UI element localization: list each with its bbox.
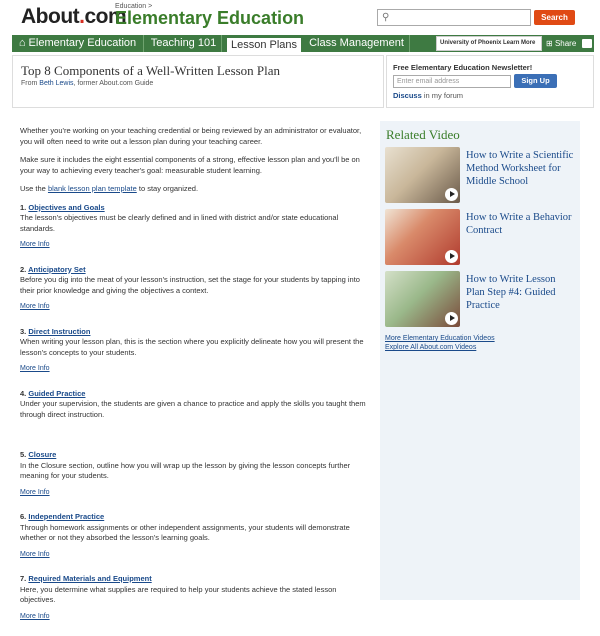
signup-button[interactable]: Sign Up: [514, 74, 557, 88]
video-title[interactable]: How to Write Lesson Plan Step #4: Guided Practice: [466, 274, 556, 311]
step-link[interactable]: Objectives and Goals: [28, 202, 105, 212]
template-link[interactable]: blank lesson plan template: [47, 184, 137, 193]
search-input[interactable]: [377, 9, 531, 26]
search-icon: ⚲: [382, 12, 390, 23]
video-item[interactable]: [384, 209, 576, 267]
step-link[interactable]: Direct Instruction: [28, 326, 91, 336]
breadcrumb[interactable]: Education >: [115, 3, 153, 10]
printer-icon[interactable]: [582, 39, 592, 48]
play-icon: [445, 312, 458, 325]
step-text: The lesson's objectives must be clearly defined and in lined with district and/or state educational standards.: [20, 213, 339, 233]
more-info-link[interactable]: More Info: [20, 303, 50, 310]
more-videos-link[interactable]: More Elementary Education Videos: [385, 335, 495, 342]
newsletter-title: Free Elementary Education Newsletter!: [393, 63, 533, 72]
step-text: Before you dig into the meat of your lesson's instruction, set the stage for your students by tapping into their prior knowledge and giving the objectives a context.: [20, 275, 360, 295]
more-info-link[interactable]: More Info: [20, 365, 50, 372]
step-item: 7. Required Materials and Equipment Here, you determine what supplies are required to help your students achieve the stated lesson objectives. More Info: [20, 574, 372, 622]
step-text: In the Closure section, outline how you will wrap up the lesson by giving the lesson concepts further meaning for your students.: [20, 460, 351, 480]
step-text: Through homework assignments or other independent assignments, your students will demonstrate whether or not they absorbed the lesson's learning goals.: [20, 522, 350, 542]
step-text: Under your supervision, the students are given a chance to practice and apply the skills you taught them through direct instruction.: [20, 399, 366, 419]
site-title[interactable]: Elementary Education: [115, 8, 305, 28]
article-title: Top 8 Components of a Well-Written Lesson Plan: [21, 63, 281, 78]
discuss-line: Discuss in my forum: [393, 91, 464, 100]
related-video-title: Related Video: [386, 127, 460, 142]
article-header: [12, 55, 384, 108]
home-icon: ⌂: [18, 37, 26, 49]
step-item: 1. Objectives and Goals The lesson's objectives must be clearly defined and in lined with district and/or state educational standards. More Info: [20, 203, 372, 251]
step-text: When writing your lesson plan, this is the section where you explicitly delineate how you will present the lesson's concepts to your students.: [20, 337, 364, 357]
step-link[interactable]: Closure: [28, 450, 57, 459]
tab-class-management[interactable]: Class Management: [304, 35, 410, 52]
main-nav: [12, 35, 594, 52]
intro-paragraph: Whether you're working on your teaching credential or being reviewed by an administrator or evaluator, you will often need to write out a lesson plan during your teaching career.: [20, 126, 362, 146]
video-thumbnail[interactable]: [385, 147, 460, 203]
video-thumbnail[interactable]: [385, 209, 460, 265]
more-info-link[interactable]: More Info: [20, 612, 50, 620]
tab-lesson-plans[interactable]: Lesson Plans: [226, 37, 302, 52]
step-link[interactable]: Independent Practice: [28, 512, 105, 521]
step-item: 4. Guided Practice Under your supervision, the students are given a chance to practice and apply the skills you taught them through direct instruction.: [20, 389, 372, 421]
nav-ad[interactable]: University of Phoenix Learn More: [436, 36, 542, 51]
discuss-link[interactable]: Discuss: [393, 91, 422, 100]
video-item[interactable]: [384, 271, 576, 329]
intro-paragraph: Use the blank lesson plan template to stay organized.: [20, 184, 199, 193]
step-item: 2. Anticipatory Set Before you dig into the meat of your lesson's instruction, set the stage for your students by tapping into their prior knowledge and giving the objectives a context. More Info: [20, 265, 372, 313]
step-link[interactable]: Anticipatory Set: [28, 264, 86, 274]
video-title[interactable]: How to Write a Behavior Contract: [466, 212, 572, 236]
play-icon: [445, 250, 458, 263]
step-link[interactable]: Guided Practice: [28, 388, 86, 398]
intro-paragraph: Make sure it includes the eight essential components of a strong, effective lesson plan and you'll be on your way to achieving every teacher's goal: measurable student learning.: [20, 155, 360, 175]
video-title[interactable]: How to Write a Scientific Method Worksheet for Middle School: [466, 150, 574, 187]
video-thumbnail[interactable]: [385, 271, 460, 327]
about-logo[interactable]: About.com: [21, 5, 127, 28]
search-button[interactable]: Search: [534, 10, 575, 25]
step-item: 5. Closure In the Closure section, outline how you will wrap up the lesson by giving the lesson concepts further meaning for your students. More Info: [20, 450, 372, 498]
more-info-link[interactable]: More Info: [20, 488, 50, 496]
author-link[interactable]: Beth Lewis: [39, 80, 74, 87]
newsletter-box: [386, 55, 594, 108]
more-info-link[interactable]: More Info: [20, 241, 50, 248]
step-item: 3. Direct Instruction When writing your lesson plan, this is the section where you explicitly delineate how you will present the lesson's concepts to your students. More Info: [20, 327, 372, 375]
tab-elementary-education[interactable]: ⌂ Elementary Education: [12, 35, 144, 52]
step-text: Here, you determine what supplies are required to help your students achieve the stated lesson objectives.: [20, 584, 337, 604]
site-header: [0, 0, 600, 35]
step-item: 6. Independent Practice Through homework assignments or other independent assignments, your students will demonstrate whether or not they absorbed the lesson's learning goals. More Info: [20, 512, 372, 560]
article-body: [20, 126, 372, 636]
plus-icon: ⊞: [546, 39, 553, 48]
explore-videos-link[interactable]: Explore All About.com Videos: [385, 344, 477, 351]
tab-teaching-101[interactable]: Teaching 101: [146, 35, 222, 52]
share-button[interactable]: ⊞ Share: [546, 39, 577, 48]
email-field[interactable]: Enter email address: [393, 75, 511, 88]
related-video-sidebar: [380, 121, 580, 600]
play-icon: [445, 188, 458, 201]
video-item[interactable]: [384, 147, 576, 205]
step-link[interactable]: Required Materials and Equipment: [28, 574, 152, 583]
more-info-link[interactable]: More Info: [20, 550, 50, 558]
byline: From Beth Lewis, former About.com Guide: [21, 80, 154, 87]
